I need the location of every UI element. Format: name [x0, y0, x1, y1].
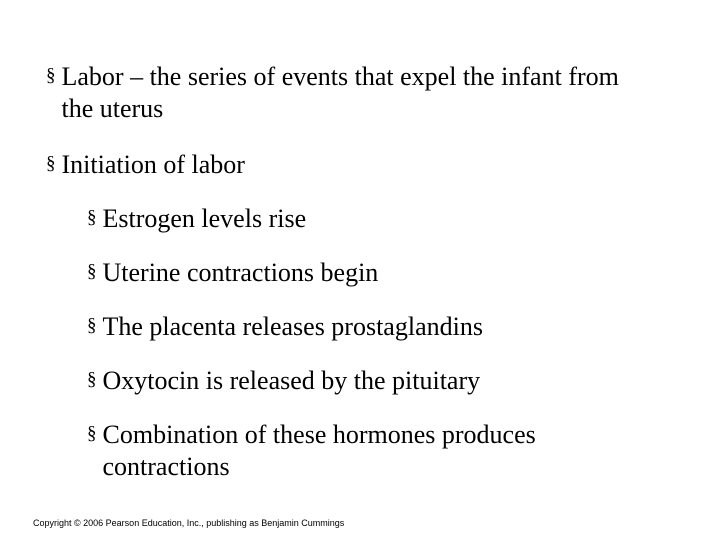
- bullet-text: Initiation of labor: [61, 150, 245, 179]
- bullet-icon: §: [87, 315, 97, 336]
- sub-bullet-item-hormone-combination: [87, 419, 663, 483]
- sub-bullet-item-prostaglandins: [87, 311, 663, 343]
- bullet-text: Estrogen levels rise: [102, 204, 307, 233]
- bullet-text: Combination of these hormones produces contractions: [102, 420, 536, 481]
- sub-bullet-item-estrogen: [87, 203, 663, 235]
- bullet-icon: §: [87, 423, 97, 444]
- bullet-text: Oxytocin is released by the pituitary: [102, 366, 481, 395]
- copyright-footer: Copyright © 2006 Pearson Education, Inc., publishing as Benjamin Cummings: [33, 518, 345, 528]
- bullet-icon: §: [46, 153, 56, 174]
- sub-bullet-item-contractions-begin: [87, 257, 663, 289]
- bullet-text: The placenta releases prostaglandins: [102, 312, 483, 341]
- bullet-item-labor-definition: [46, 61, 622, 125]
- bullet-item-initiation: [46, 149, 622, 181]
- bullet-icon: §: [46, 65, 56, 86]
- bullet-icon: §: [87, 369, 97, 390]
- bullet-text: Labor – the series of events that expel the infant from the uterus: [61, 62, 619, 123]
- bullet-icon: §: [87, 261, 97, 282]
- sub-bullet-item-oxytocin: [87, 365, 663, 397]
- bullet-icon: §: [87, 207, 97, 228]
- bullet-text: Uterine contractions begin: [102, 258, 379, 287]
